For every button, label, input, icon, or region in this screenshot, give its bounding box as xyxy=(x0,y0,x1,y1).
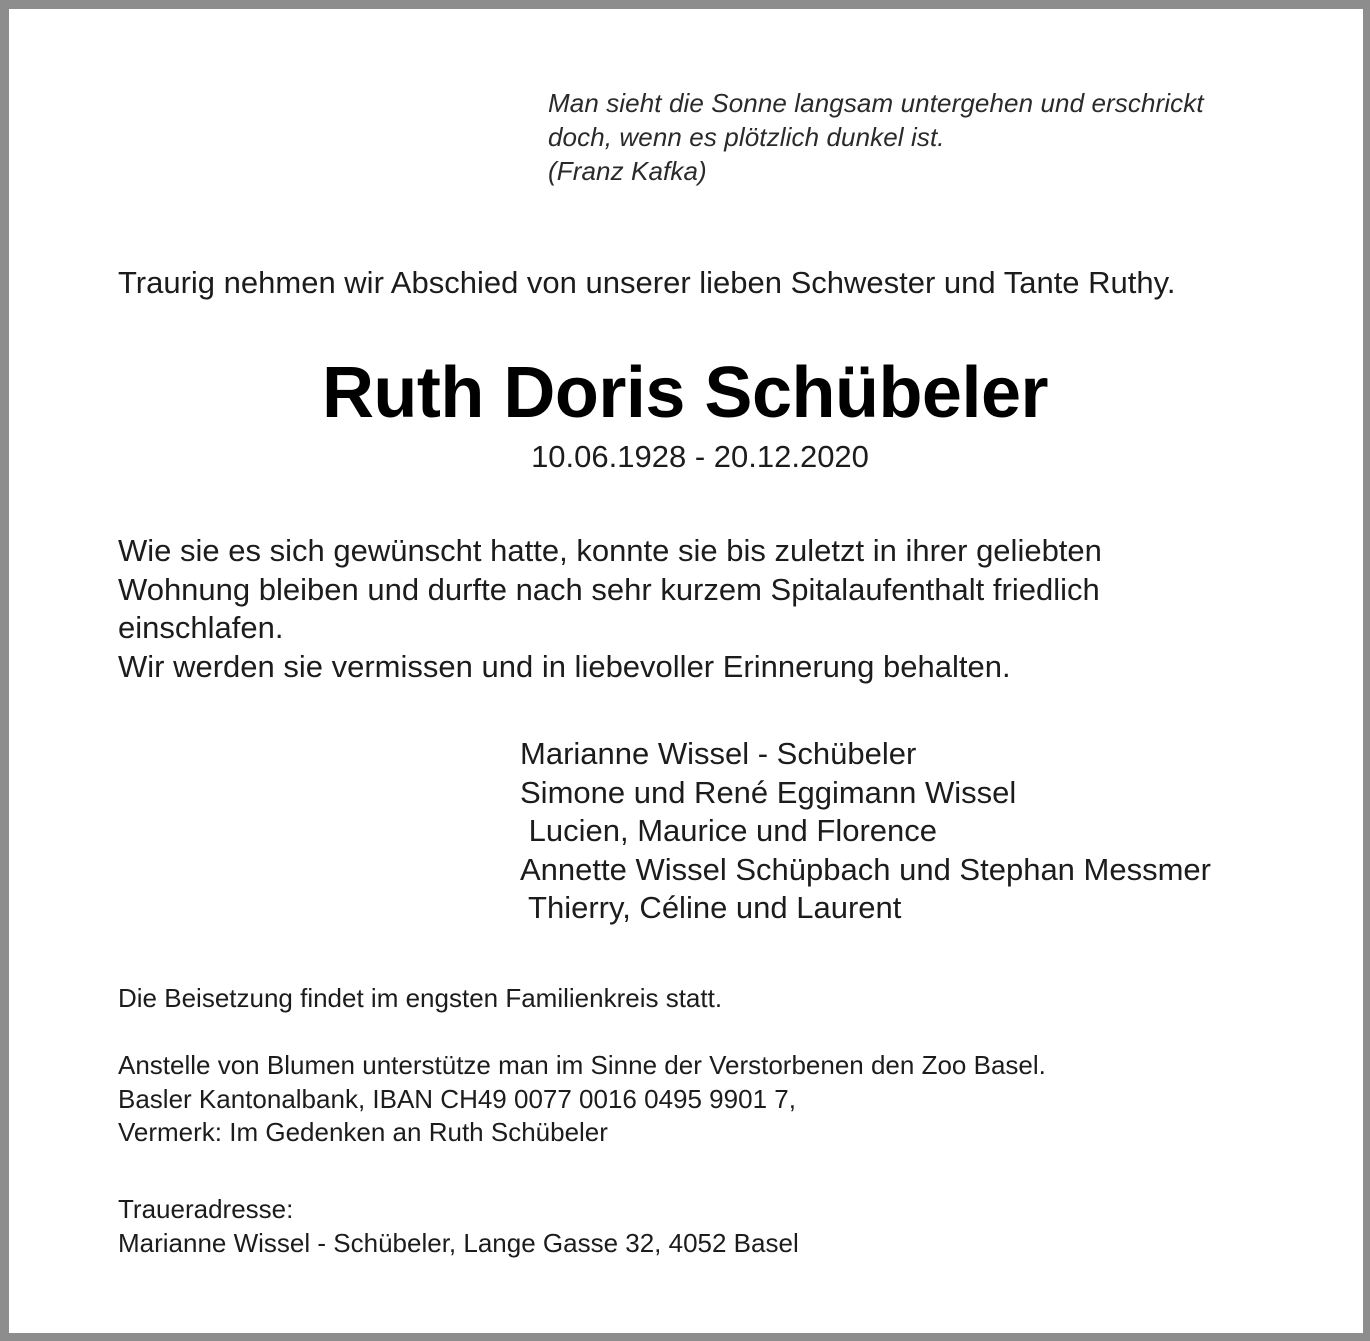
mourner-line: Thierry, Céline und Laurent xyxy=(520,890,902,925)
address-label: Traueradresse: xyxy=(118,1194,294,1224)
bank-details: Basler Kantonalbank, IBAN CH49 0077 0016 0495 9901 7, xyxy=(118,1083,796,1114)
kafka-quote xyxy=(548,86,1204,188)
mourner-line: Lucien, Maurice und Florence xyxy=(520,813,938,848)
mourner-line: Annette Wissel Schüpbach und Stephan Messmer xyxy=(520,851,1211,887)
mourning-address xyxy=(118,1193,799,1260)
quote-line: Man sieht die Sonne langsam untergehen und erschrickt xyxy=(548,88,1204,118)
message-line: Wohnung bleiben und durfte nach sehr kurzem Spitalaufenthalt friedlich xyxy=(118,571,1100,607)
burial-text: Die Beisetzung findet im engsten Familienkreis statt. xyxy=(118,983,723,1013)
quote-line: doch, wenn es plötzlich dunkel ist. xyxy=(548,122,945,152)
donation-line: Anstelle von Blumen unterstütze man im Sinne der Verstorbenen den Zoo Basel. xyxy=(118,1050,1046,1080)
quote-attribution: (Franz Kafka) xyxy=(548,156,707,186)
mourners-list xyxy=(520,735,1211,928)
memorial-message xyxy=(118,532,1102,686)
address-value: Marianne Wissel - Schübeler, Lange Gasse 32, 4052 Basel xyxy=(118,1227,799,1258)
intro-text: Traurig nehmen wir Abschied von unserer lieben Schwester und Tante Ruthy. xyxy=(118,265,1176,300)
burial-notice xyxy=(118,982,722,1016)
message-line: Wir werden sie vermissen und in liebevoller Erinnerung behalten. xyxy=(118,648,1011,684)
mourner-line: Marianne Wissel - Schübeler xyxy=(520,736,917,771)
mourner-line: Simone und René Eggimann Wissel xyxy=(520,774,1017,810)
deceased-name: Ruth Doris Schübeler xyxy=(321,353,1049,433)
donation-notice xyxy=(118,1049,1046,1150)
message-line: einschlafen. xyxy=(118,610,284,645)
donation-reference: Vermerk: Im Gedenken an Ruth Schübeler xyxy=(118,1117,608,1147)
message-line: Wie sie es sich gewünscht hatte, konnte sie bis zuletzt in ihrer geliebten xyxy=(118,533,1102,568)
life-dates: 10.06.1928 - 20.12.2020 xyxy=(531,439,869,474)
